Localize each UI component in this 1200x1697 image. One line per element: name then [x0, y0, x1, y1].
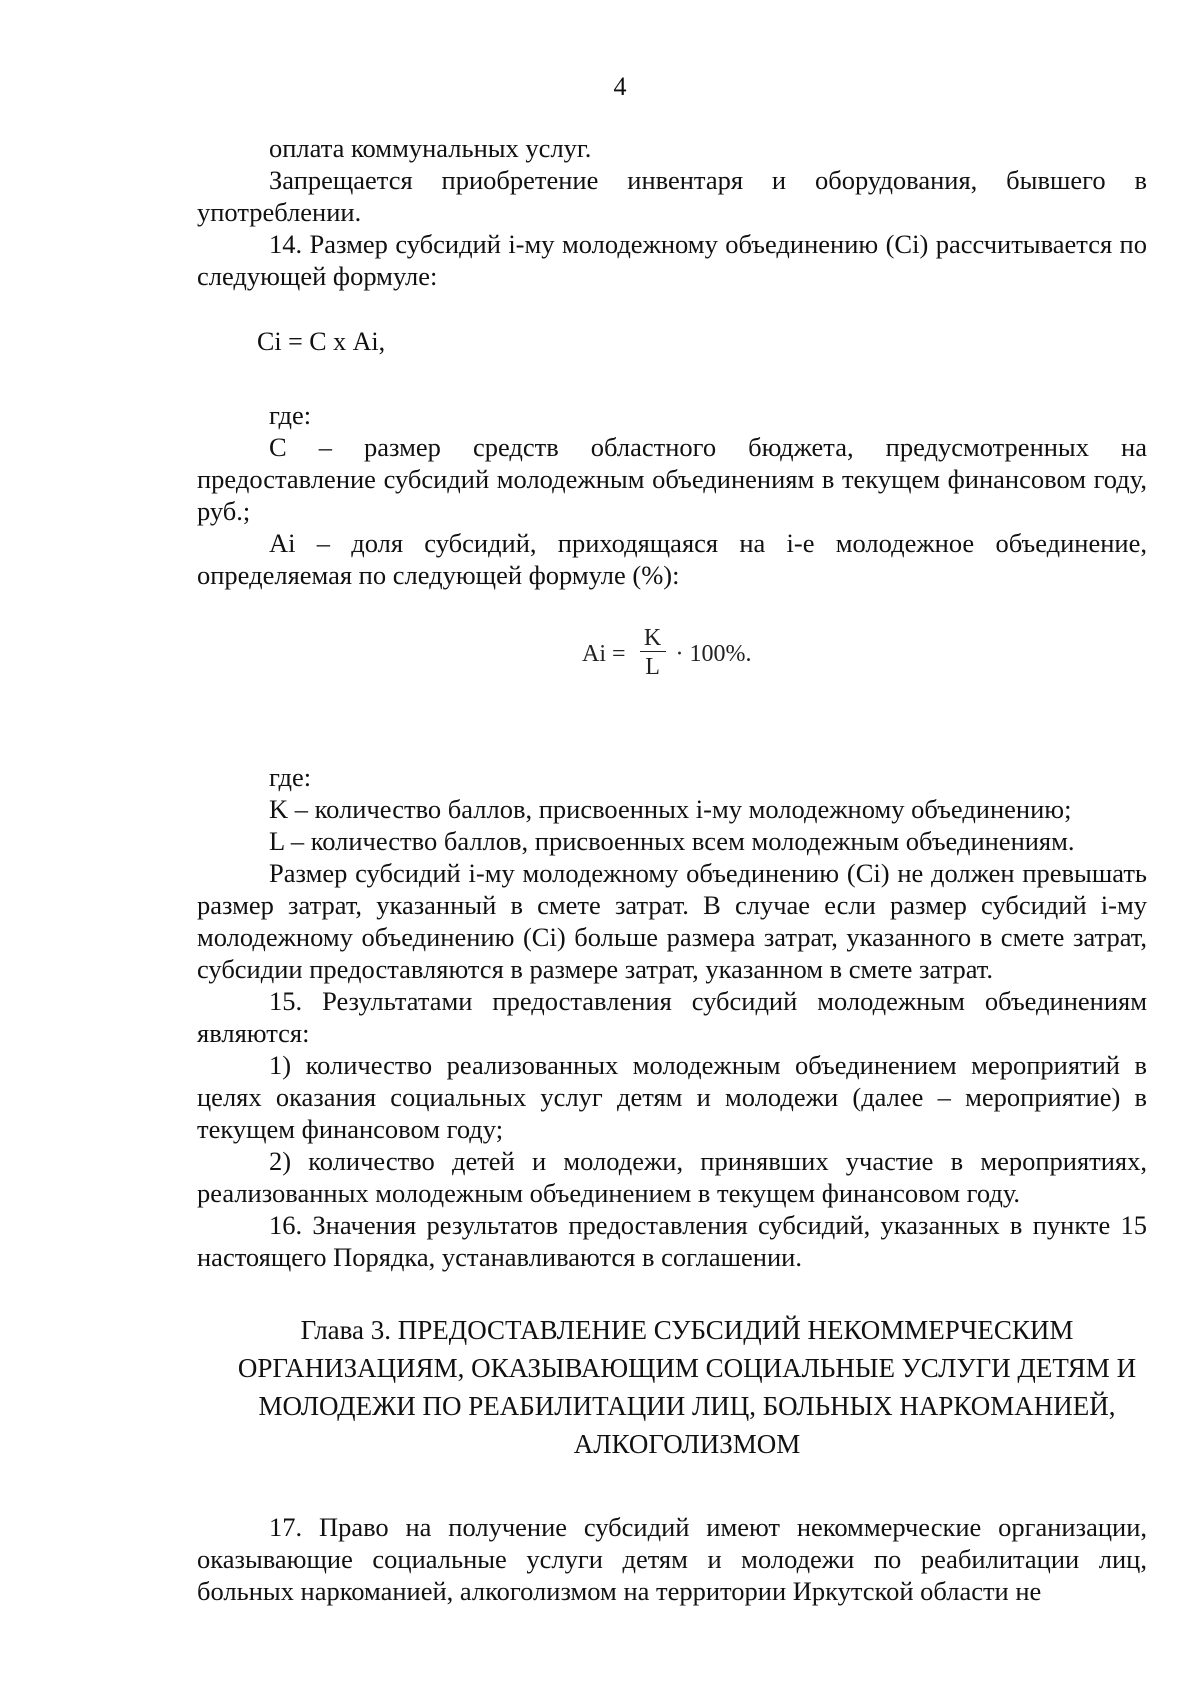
definition-l: L – количество баллов, присвоенных всем молодежным объединениям. [269, 826, 1075, 856]
paragraph-clause-14: 14. Размер субсидий i-му молодежному объединению (Сi) рассчитывается по следующей формуле: [197, 229, 1147, 291]
list-item: 1) количество реализованных молодежным объединением мероприятий в целях оказания социальных услуг детям и молодежи (далее – мероприятие) в текущем финансовом году; [197, 1050, 1147, 1144]
definition-c: С – размер средств областного бюджета, предусмотренных на предоставление субсидий молодежным объединениям в текущем финансовом году, руб.; [197, 432, 1147, 526]
formula-rhs: · 100%. [675, 640, 752, 667]
fraction-denominator: L [645, 654, 660, 680]
chapter-heading: Глава 3. ПРЕДОСТАВЛЕНИЕ СУБСИДИЙ НЕКОММЕРЧЕСКИМ ОРГАНИЗАЦИЯМ, ОКАЗЫВАЮЩИМ СОЦИАЛЬНЫЕ УСЛУГИ ДЕТЯМ И МОЛОДЕЖИ ПО РЕАБИЛИТАЦИИ ЛИЦ, БОЛЬНЫХ НАРКОМАНИЕЙ, АЛКОГОЛИЗМОМ [237, 1315, 1137, 1459]
fraction-formula [582, 625, 752, 682]
fraction-numerator: K [643, 625, 662, 651]
document-body [197, 132, 1147, 1607]
where-label: где: [269, 762, 312, 792]
paragraph: Размер субсидий i-му молодежному объединению (Сi) не должен превышать размер затрат, указанный в смете затрат. В случае если размер субсидий i-му молодежному объединению (Сi) больше размера затрат, указанного в смете затрат, субсидии предоставляются в размере затрат, указанном в смете затрат. [197, 858, 1147, 984]
formula-ai [197, 613, 1147, 761]
list-item: 2) количество детей и молодежи, принявших участие в мероприятиях, реализованных молодежным объединением в текущем финансовом году. [197, 1146, 1147, 1208]
paragraph: оплата коммунальных услуг. [269, 133, 592, 163]
page-number: 4 [613, 72, 627, 101]
paragraph: Запрещается приобретение инвентаря и оборудования, бывшего в употреблении. [197, 165, 1147, 227]
where-label: где: [269, 400, 312, 430]
paragraph-clause-16: 16. Значения результатов предоставления субсидий, указанных в пункте 15 настоящего Порядка, устанавливаются в соглашении. [197, 1210, 1147, 1272]
definition-ai: Аi – доля субсидий, приходящаяся на i-е молодежное объединение, определяемая по следующей формуле (%): [197, 528, 1147, 590]
formula-ci: Сi = С х Аi, [257, 327, 386, 356]
paragraph-clause-15: 15. Результатами предоставления субсидий молодежным объединениям являются: [197, 986, 1147, 1048]
formula-lhs: Аi = [582, 640, 626, 667]
paragraph-clause-17: 17. Право на получение субсидий имеют некоммерческие организации, оказывающие социальные услуги детям и молодежи по реабилитации лиц, больных наркоманией, алкоголизмом на территории Иркутской области не [197, 1512, 1147, 1606]
definition-k: K – количество баллов, присвоенных i-му молодежному объединению; [269, 794, 1072, 824]
fraction [640, 625, 666, 682]
